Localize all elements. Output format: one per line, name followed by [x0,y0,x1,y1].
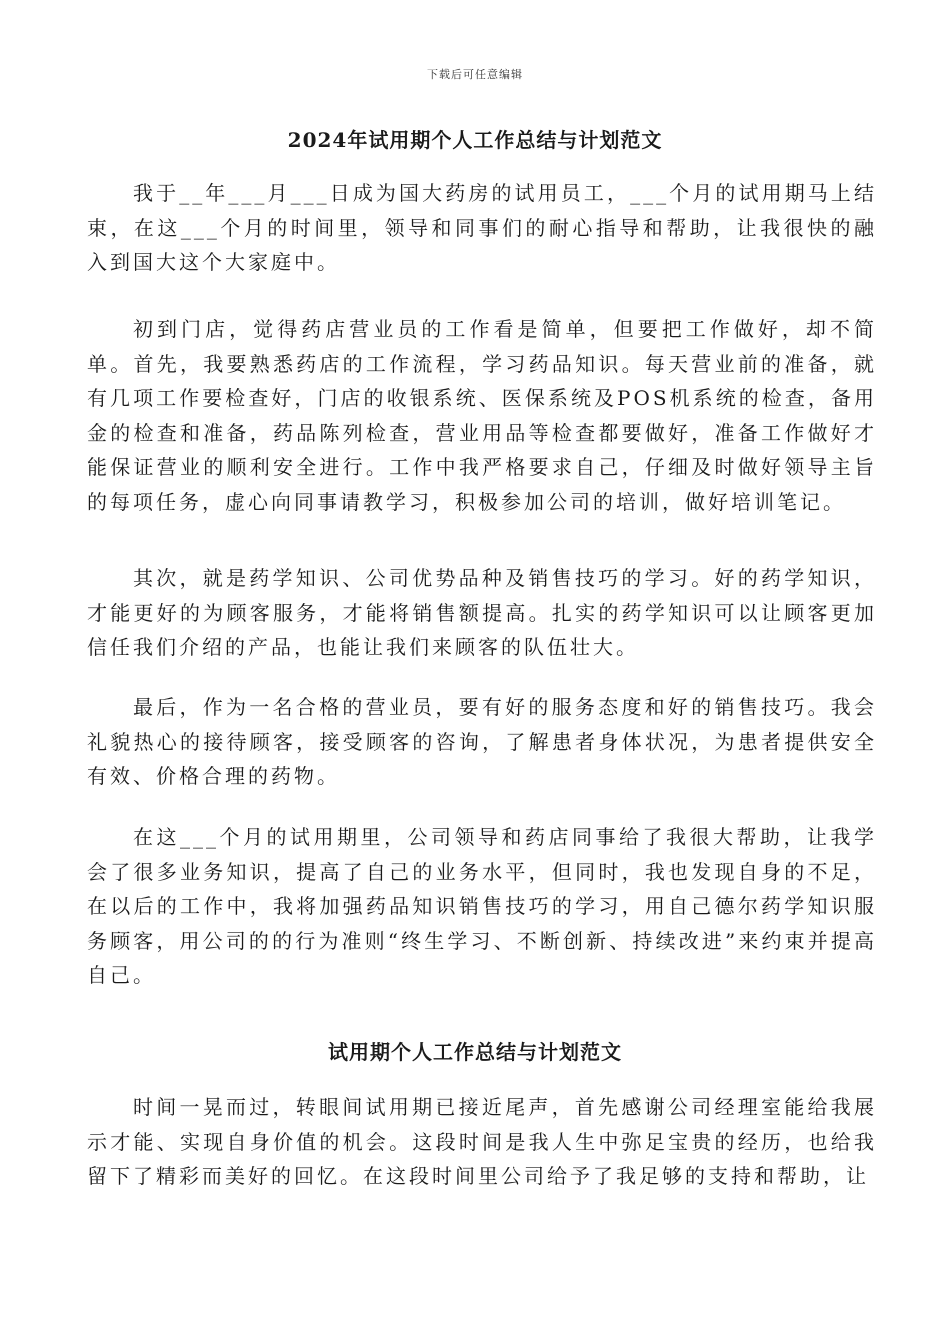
paragraph: 在这___个月的试用期里，公司领导和药店同事给了我很大帮助，让我学会了很多业务知识，提高了自己的业务水平，但同时，我也发现自身的不足，在以后的工作中，我将加强药品知识销售技巧的学习，用自己德尔药学知识服务顾客，用公司的的行为准则“终生学习、不断创新、持续改进”来约束并提高自己。 [87,825,877,987]
paragraph: 我于__年___月___日成为国大药房的试用员工，___个月的试用期马上结束，在这___个月的时间里，领导和同事们的耐心指导和帮助，让我很快的融入到国大这个大家庭中。 [87,181,877,274]
section-title: 试用期个人工作总结与计划范文 [328,1040,622,1064]
header-note: 下载后可任意编辑 [427,68,523,81]
paragraph: 时间一晃而过，转眼间试用期已接近尾声，首先感谢公司经理室能给我展示才能、实现自身价值的机会。这段时间是我人生中弥足宝贵的经历，也给我留下了精彩而美好的回忆。在这段时间里公司给予了我足够的支持和帮助，让 [87,1095,877,1188]
paragraph: 最后，作为一名合格的营业员，要有好的服务态度和好的销售技巧。我会礼貌热心的接待顾客，接受顾客的咨询，了解患者身体状况，为患者提供安全有效、价格合理的药物。 [87,695,877,788]
document-title: 2024年试用期个人工作总结与计划范文 [287,128,663,152]
paragraph: 初到门店，觉得药店营业员的工作看是简单，但要把工作做好，却不简单。首先，我要熟悉药店的工作流程，学习药品知识。每天营业前的准备，就有几项工作要检查好，门店的收银系统、医保系统及POS机系统的检查，备用金的检查和准备，药品陈列检查，营业用品等检查都要做好，准备工作做好才能保证营业的顺利安全进行。工作中我严格要求自己，仔细及时做好领导主旨的每项任务，虚心向同事请教学习，积极参加公司的培训，做好培训笔记。 [87,317,877,514]
paragraph: 其次，就是药学知识、公司优势品种及销售技巧的学习。好的药学知识，才能更好的为顾客服务，才能将销售额提高。扎实的药学知识可以让顾客更加信任我们介绍的产品，也能让我们来顾客的队伍壮大。 [87,566,877,659]
